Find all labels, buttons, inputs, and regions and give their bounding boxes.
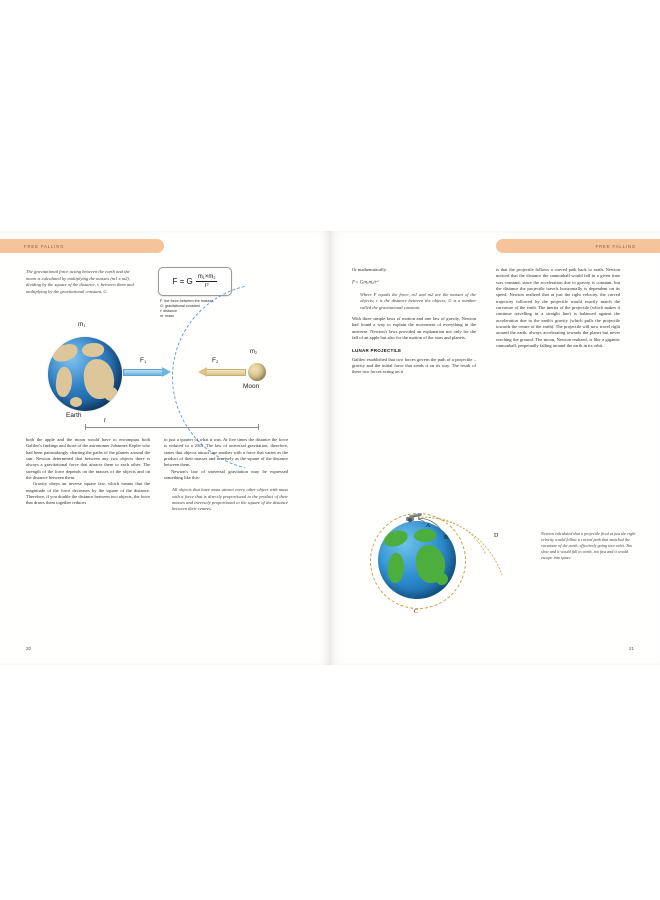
running-head-banner-right (496, 239, 660, 253)
force-2-label: $F_2$ (212, 357, 219, 364)
distance-measure-line (85, 424, 259, 430)
book-spread (0, 231, 660, 665)
force-2-arrow-head (198, 367, 207, 377)
formula-denominator: $r^2$ (204, 282, 209, 290)
right-col1-where: Where F equals the force, m1 and m2 are the masses of the objects; r is the distance between the objects; G is a number called the gravitational constant. (360, 291, 476, 310)
trajectory-c-label: C (414, 609, 419, 615)
right-page-column-2 (496, 267, 620, 349)
lunar-projectile-caption (541, 531, 637, 561)
force-2-arrow-shaft (207, 369, 246, 376)
left-page-column-2 (164, 437, 288, 513)
force-2-arrow (198, 369, 246, 375)
left-col1-para-1: both the apple and the moon would have to encompass both Galileo's findings and those of the astronomer Johannes Kepler who had been painstakingly charting the paths of the planets around the sun. Newton determined that between any two objects there is always a gravitational force that attracts them to each other. The strength of the force depends on the masses of the objects and on the distance between them. (26, 437, 150, 481)
folio-left: 20 (26, 646, 32, 651)
universal-gravitation-quote: All objects that have mass attract every other object with mass with a force that is directly proportional to the product of their masses and inversely proportional to the square of the distance between their centres. (172, 487, 288, 512)
right-col1-section-body: Galileo established that two forces govern the path of a projectile – gravity and the initial force that sends it on its way. The result of these two forces acting on it (352, 356, 476, 375)
earth-label: Earth (66, 412, 82, 419)
distance-line (85, 427, 259, 428)
left-col2-para-1: to just a quarter of what it was. At five times the distance the force is reduced to a 25th. The law of universal gravitation, therefore, states that objects attract one another with a force that varies as the product of their masses and inversely as the square of the distance between them. (164, 437, 288, 468)
section-heading-lunar-projectile: LUNAR PROJECTILE (352, 348, 402, 354)
distance-tick-right (258, 424, 259, 430)
folio-right: 21 (628, 646, 634, 651)
right-page-column-1 (352, 267, 476, 376)
formula-legend-line-1: F: the force between the masses (160, 299, 214, 303)
force-1-arrow-shaft (123, 369, 162, 376)
cannon-icon (406, 513, 423, 521)
running-head-right-text: FREE FALLING (595, 243, 636, 249)
left-col1-para-2: Gravity obeys an inverse square law, which means that the magnitude of the force decreases by the square of the distance. Therefore, if you double the distance between two objects, the force that draws them together reduces (26, 481, 150, 506)
right-col1-intro: Or mathematically: (352, 267, 388, 272)
right-col1-equation: $F= Gm_1m_2/r^2$ (352, 279, 379, 286)
formula-numerator: $m_1\times m_2$ (196, 274, 218, 283)
right-col2-body: is that the projectile follows a curved path back to earth. Newton noticed that the distance the cannonball would fall in a given time was constant, since the acceleration due to gravity is constant, but the distance the projectile travels horizontally is dependent on its speed. Newton realized that at just the right velocity, the curved trajectory followed by the projectile would exactly match the curvature of the earth. The inertia of the projectile (which makes it continue travelling in a straight line) is balanced against the acceleration due to the earth's gravity (which pulls the projectile towards the centre of the earth). The projectile will now travel right around the earth, always accelerating towards the planet but never reaching the ground. The moon, Newton realized, is like a gigantic cannonball, perpetually falling around the earth in its orbit. (496, 267, 620, 349)
moon-label: Moon (243, 383, 260, 390)
distance-tick-left (85, 424, 86, 430)
running-head-banner-left (0, 239, 164, 253)
trajectory-a-label: A (426, 523, 431, 529)
formula-lhs: F = G (172, 277, 193, 286)
earth-moon-diagram (22, 319, 312, 429)
formula-legend-line-2: G: gravitational constant (160, 304, 200, 308)
force-1-arrow (123, 369, 171, 375)
trajectory-d-label: D (494, 533, 499, 539)
intro-caption (26, 269, 140, 295)
lunar-projectile-caption-text: Newton calculated that a projectile fired at just the right velocity would follow a curved path that matched the curvature of the earth, effectively going into orbit. Too slow and it would fall to earth, too fast and it would escape into space. (541, 531, 636, 561)
lunar-projectile-diagram (352, 497, 528, 637)
formula-legend-line-4: m: mass (160, 314, 174, 318)
moon-icon (248, 363, 266, 381)
earth-globe-lunar-icon (378, 521, 456, 599)
trajectory-b-label: B (444, 535, 449, 541)
left-col2-para-2: Newton's law of universal gravitation may be expressed something like this: (164, 468, 288, 481)
force-1-arrow-head (162, 367, 171, 377)
left-page (0, 231, 330, 665)
formula-legend-line-3: r: distance (160, 309, 178, 313)
right-col1-body: With three simple laws of motion and one law of gravity, Newton had found a way to explain the movement of everything in the universe. Newton's laws provided an explanation not only for the fall of an apple but also for the motion of the stars and planets. (352, 316, 476, 341)
cannon-wheel (408, 518, 412, 522)
formula-fraction (196, 274, 218, 290)
earth-mass-label: $m_1$ (78, 321, 86, 328)
gravitation-formula-box (158, 267, 232, 296)
distance-label: r (104, 418, 106, 424)
running-head-left-text: FREE FALLING (24, 243, 65, 249)
intro-caption-text: The gravitational force acting between the earth and the moon is calculated by multiplying the masses (m1 x m2), dividing by the square of the distance, r, between them and multiplying by the gravitational constant, G. (26, 269, 134, 294)
right-page (330, 231, 660, 665)
moon-mass-label: $m_2$ (250, 349, 258, 355)
force-1-label: $F_1$ (140, 357, 147, 364)
left-page-column-1 (26, 437, 150, 507)
earth-globe-icon (48, 337, 122, 411)
